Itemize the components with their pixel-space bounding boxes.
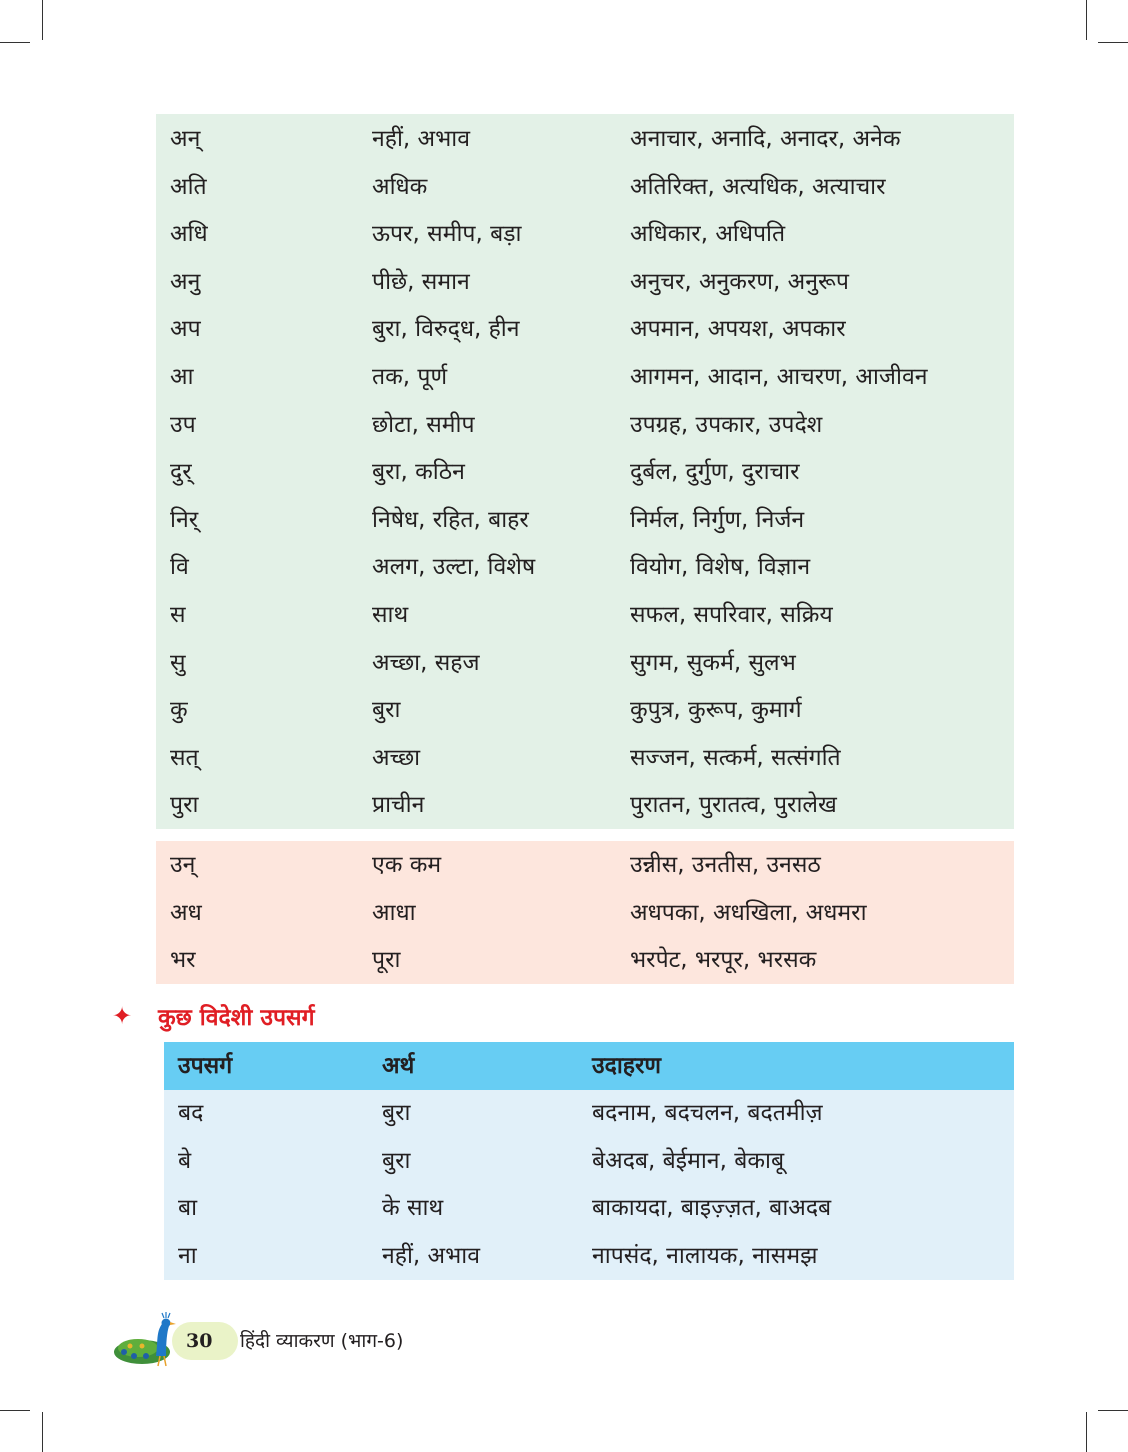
table-row: [156, 164, 1014, 212]
meaning-cell: बुरा, कठिन: [372, 459, 465, 486]
table-row: [164, 1138, 1014, 1186]
table-row: [156, 842, 1014, 890]
crop-mark: [1098, 42, 1128, 43]
meaning-cell: अलग, उल्टा, विशेष: [372, 554, 536, 581]
section-heading: [112, 996, 315, 1036]
meaning-cell: अधिक: [372, 173, 428, 200]
crop-mark: [1086, 1412, 1087, 1452]
examples-cell: आगमन, आदान, आचरण, आजीवन: [630, 363, 928, 390]
prefix-cell: आ: [170, 363, 194, 390]
meaning-cell: अच्छा: [372, 744, 421, 771]
header-meaning: अर्थ: [382, 1053, 415, 1079]
other-prefix-table: [156, 841, 1014, 984]
examples-cell: बाकायदा, बाइज़्ज़त, बाअदब: [592, 1195, 832, 1221]
prefix-cell: अधि: [170, 221, 208, 248]
examples-cell: सफल, सपरिवार, सक्रिय: [630, 601, 833, 628]
meaning-cell: आधा: [372, 899, 416, 926]
table-row: [164, 1090, 1014, 1138]
prefix-cell: भर: [170, 947, 196, 974]
crop-mark: [1098, 1410, 1128, 1411]
table-row: [156, 259, 1014, 307]
examples-cell: अनाचार, अनादि, अनादर, अनेक: [630, 126, 901, 152]
examples-cell: अधपका, अधखिला, अधमरा: [630, 899, 867, 926]
prefix-cell: सु: [170, 649, 186, 676]
examples-cell: उन्नीस, उनतीस, उनसठ: [630, 852, 821, 878]
meaning-cell: प्राचीन: [372, 792, 425, 819]
meaning-cell: बुरा, विरुद्‌ध, हीन: [372, 316, 520, 343]
table-row: [156, 735, 1014, 783]
prefix-cell: उप: [170, 411, 196, 438]
prefix-cell: अन्: [170, 126, 201, 152]
examples-cell: उपग्रह, उपकार, उपदेश: [630, 411, 823, 438]
native-prefix-table: [156, 114, 1014, 829]
crop-mark: [42, 1412, 43, 1452]
peacock-icon: [112, 1312, 186, 1368]
examples-cell: दुर्बल, दुर्गुण, दुराचार: [630, 459, 800, 486]
meaning-cell: ऊपर, समीप, बड़ा: [372, 221, 522, 248]
prefix-cell: पुरा: [170, 792, 199, 819]
prefix-cell: सत्: [170, 744, 199, 771]
examples-cell: सज्जन, सत्कर्म, सत्संगति: [630, 744, 841, 771]
meaning-cell: बुरा: [382, 1147, 411, 1174]
page-number: 30: [186, 1330, 213, 1352]
meaning-cell: पूरा: [372, 947, 401, 974]
prefix-cell: अध: [170, 899, 202, 926]
table-row: [164, 1233, 1014, 1281]
four-point-star-icon: ✦: [112, 1002, 133, 1030]
prefix-cell: बद: [178, 1100, 204, 1126]
section-title: कुछ विदेशी उपसर्ग: [158, 1005, 315, 1031]
examples-cell: पुरातन, पुरातत्व, पुरालेख: [630, 792, 837, 819]
table-row: [156, 937, 1014, 985]
crop-mark: [42, 0, 43, 40]
meaning-cell: नहीं, अभाव: [382, 1242, 481, 1269]
prefix-cell: अनु: [170, 268, 201, 295]
meaning-cell: बुरा: [382, 1100, 411, 1126]
examples-cell: वियोग, विशेष, विज्ञान: [630, 554, 811, 581]
table-row: [156, 592, 1014, 640]
examples-cell: अपमान, अपयश, अपकार: [630, 316, 846, 343]
examples-cell: अनुचर, अनुकरण, अनुरूप: [630, 268, 849, 295]
table-row: [156, 402, 1014, 450]
meaning-cell: पीछे, समान: [372, 268, 470, 295]
meaning-cell: के साथ: [382, 1195, 444, 1221]
prefix-cell: अति: [170, 173, 207, 200]
meaning-cell: साथ: [372, 601, 409, 628]
prefix-cell: निर्: [170, 506, 199, 533]
table-row: [156, 782, 1014, 830]
meaning-cell: एक कम: [372, 852, 442, 878]
examples-cell: अतिरिक्त, अत्यधिक, अत्याचार: [630, 173, 886, 200]
book-title: हिंदी व्याकरण (भाग-6): [240, 1330, 404, 1352]
table-row: [156, 497, 1014, 545]
table-row: [156, 354, 1014, 402]
table-row: [156, 449, 1014, 497]
meaning-cell: तक, पूर्ण: [372, 363, 448, 390]
meaning-cell: छोटा, समीप: [372, 411, 475, 438]
crop-mark: [1086, 0, 1087, 40]
examples-cell: कुपुत्र, कुरूप, कुमार्ग: [630, 697, 802, 724]
prefix-cell: कु: [170, 697, 188, 724]
crop-mark: [0, 1410, 30, 1411]
table-row: [156, 544, 1014, 592]
examples-cell: निर्मल, निर्गुण, निर्जन: [630, 506, 805, 533]
examples-cell: सुगम, सुकर्म, सुलभ: [630, 649, 796, 676]
prefix-cell: दुर्: [170, 459, 192, 486]
table-row: [156, 640, 1014, 688]
table-row: [156, 116, 1014, 164]
table-row: [156, 211, 1014, 259]
prefix-cell: बे: [178, 1147, 192, 1174]
prefix-cell: स: [170, 601, 186, 628]
meaning-cell: नहीं, अभाव: [372, 126, 471, 152]
prefix-cell: बा: [178, 1195, 198, 1221]
page-footer: [112, 1312, 532, 1370]
table-row: [156, 306, 1014, 354]
examples-cell: भरपेट, भरपूर, भरसक: [630, 947, 817, 974]
examples-cell: अधिकार, अधिपति: [630, 221, 786, 248]
meaning-cell: निषेध, रहित, बाहर: [372, 506, 529, 533]
prefix-cell: वि: [170, 554, 189, 581]
table-row: [156, 890, 1014, 938]
prefix-cell: अप: [170, 316, 201, 343]
examples-cell: बेअदब, बेईमान, बेकाबू: [592, 1147, 785, 1174]
prefix-cell: ना: [178, 1242, 197, 1269]
foreign-prefix-table: [164, 1042, 1014, 1280]
meaning-cell: बुरा: [372, 697, 401, 724]
header-examples: उदाहरण: [592, 1053, 662, 1079]
meaning-cell: अच्छा, सहज: [372, 649, 480, 676]
prefix-cell: उन्: [170, 852, 196, 878]
table-row: [164, 1185, 1014, 1233]
table-row: [156, 687, 1014, 735]
examples-cell: बदनाम, बदचलन, बदतमीज़: [592, 1100, 823, 1126]
examples-cell: नापसंद, नालायक, नासमझ: [592, 1242, 818, 1269]
header-prefix: उपसर्ग: [178, 1053, 233, 1079]
crop-mark: [0, 42, 30, 43]
table-header: [164, 1042, 1014, 1090]
